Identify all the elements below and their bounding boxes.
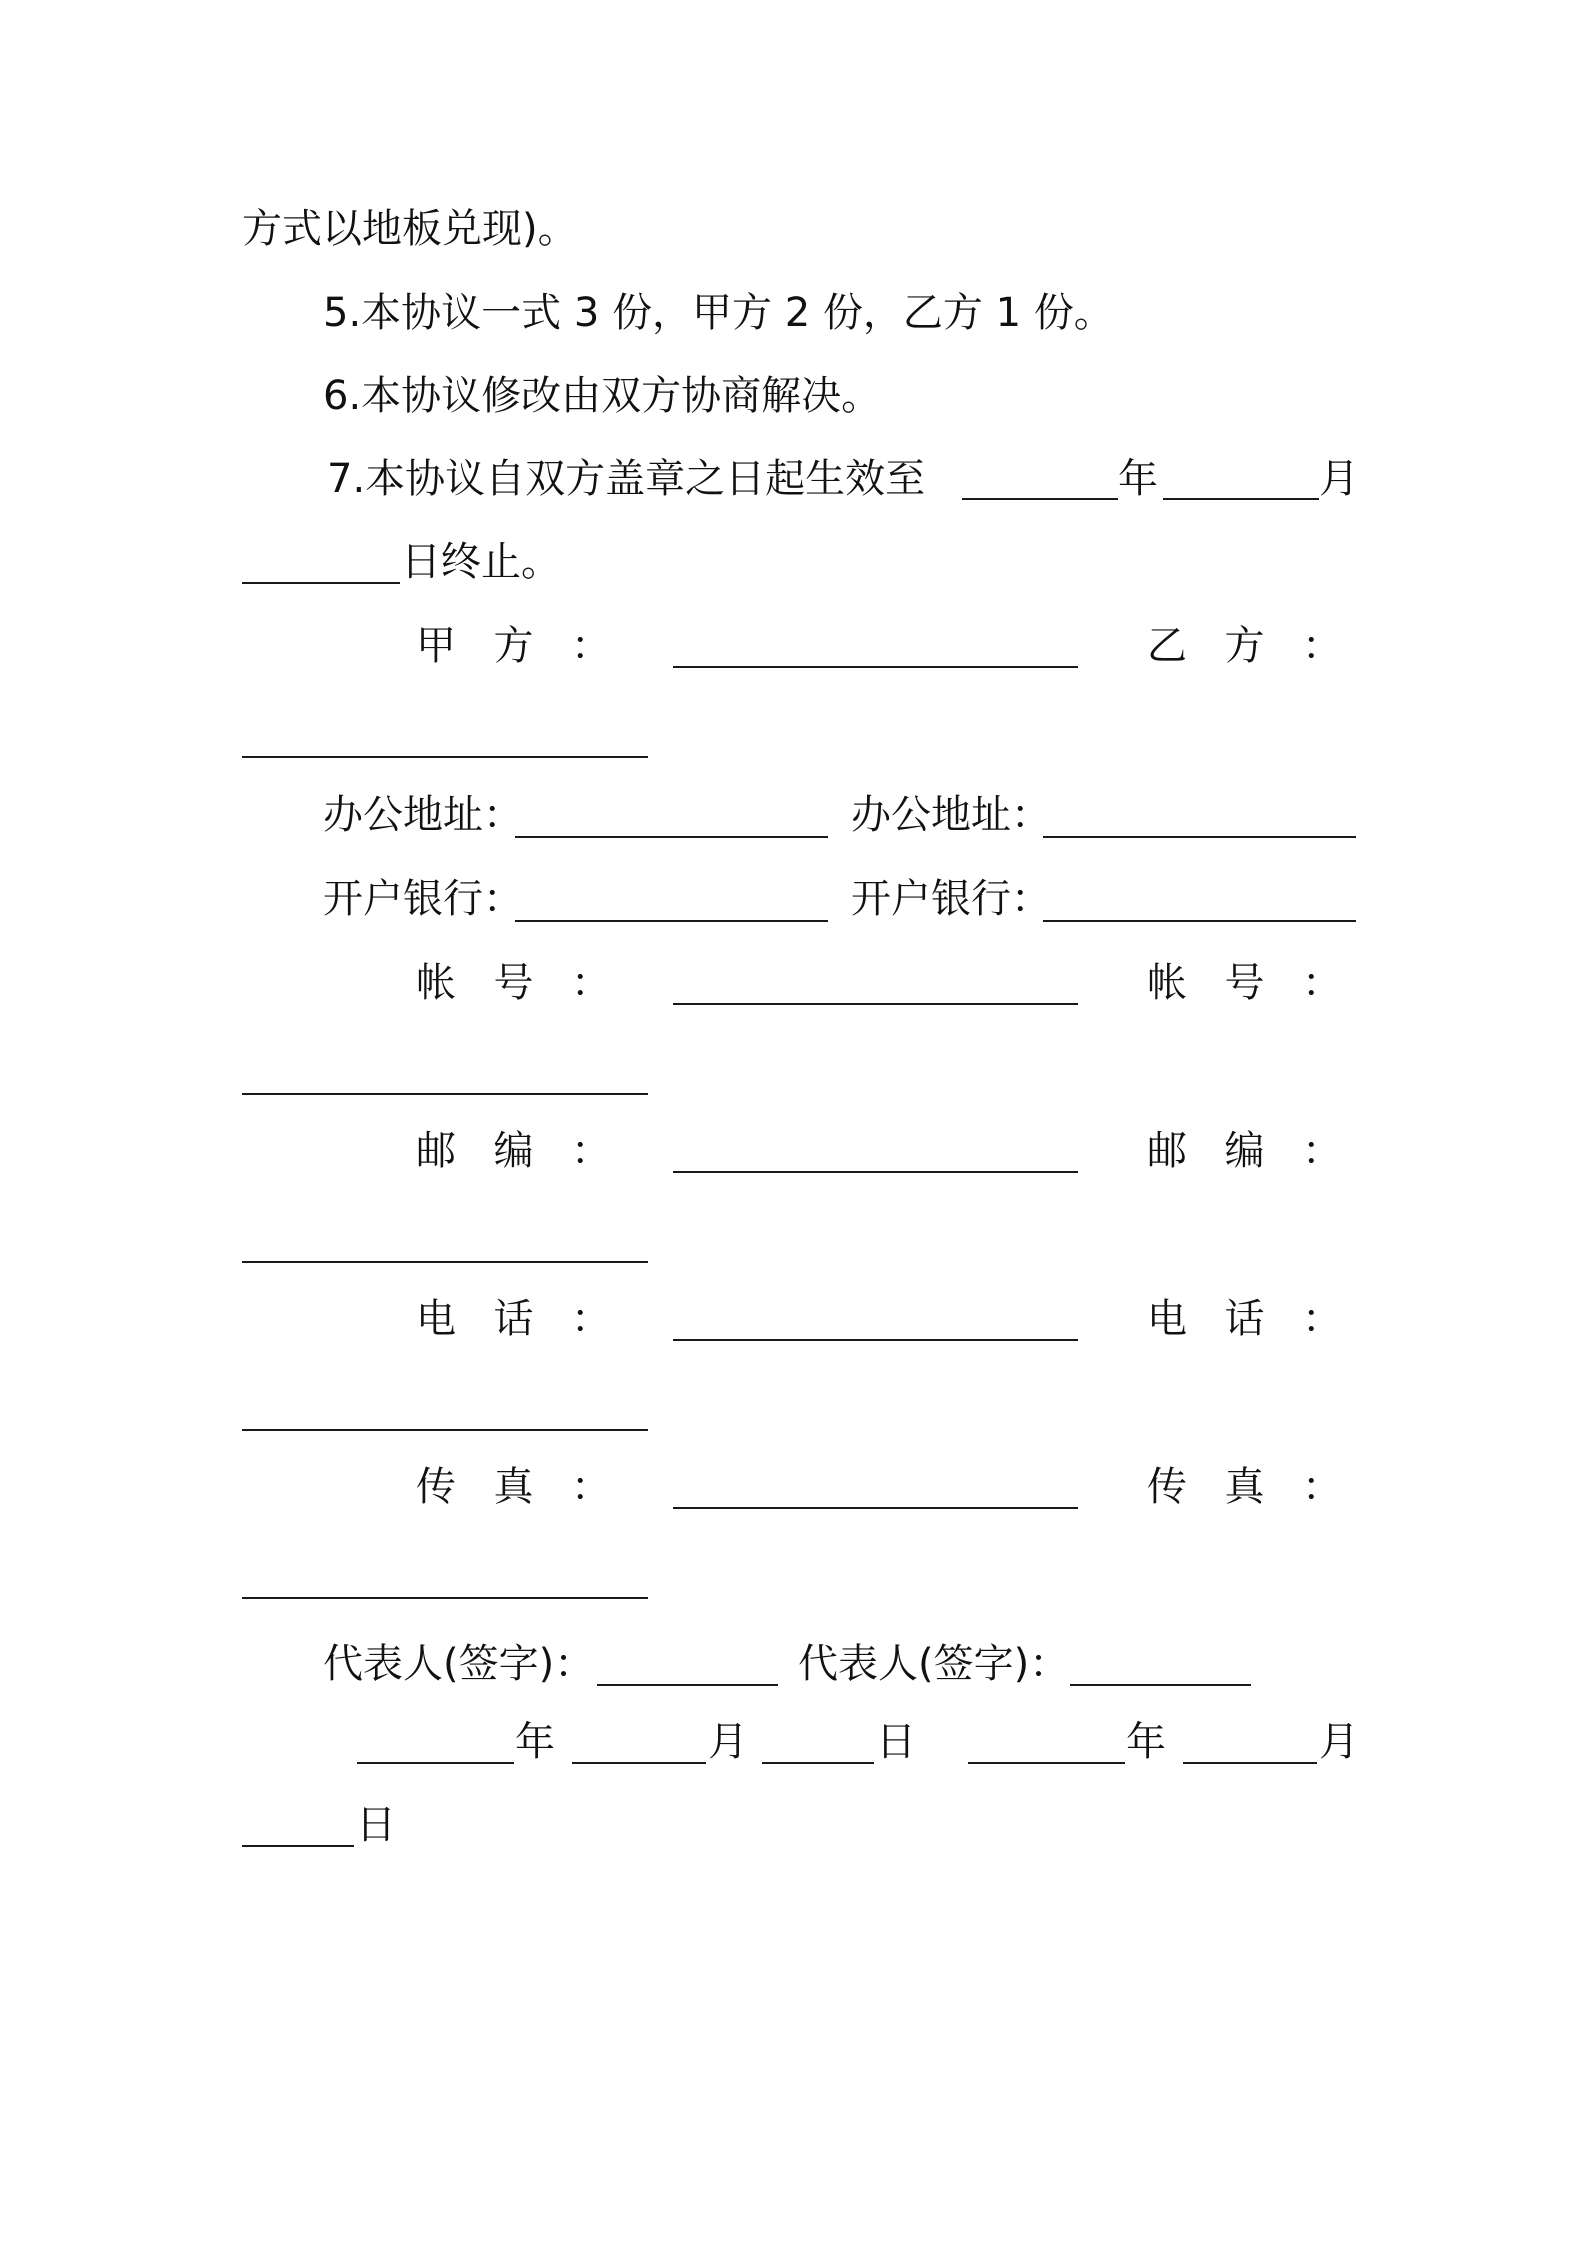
party-a-char-2: 方 — [493, 623, 534, 669]
party-a-year-label: 年 — [515, 1719, 555, 1765]
party-a-account-field[interactable] — [673, 1003, 1078, 1005]
party-b-phone-label — [1147, 1295, 1342, 1343]
party-a-fax-char-1: 传 — [416, 1464, 456, 1510]
party-b-signatory-field[interactable] — [1070, 1684, 1251, 1686]
party-b-label — [1147, 622, 1342, 670]
party-b-signatory-label: 代表人(签字)： — [798, 1641, 1070, 1687]
party-b-account-label — [1147, 959, 1342, 1007]
party-b-bank-field[interactable] — [1043, 920, 1356, 922]
party-b-account-char-2: 号 — [1224, 960, 1265, 1006]
party-a-office-address-field[interactable] — [515, 836, 828, 838]
party-a-day-blank[interactable] — [762, 1762, 874, 1764]
party-b-account-char-1: 帐 — [1147, 960, 1187, 1006]
party-b-fax-colon: ： — [1302, 1464, 1342, 1510]
party-a-fax-label — [416, 1463, 611, 1511]
party-a-phone-char-1: 电 — [416, 1296, 456, 1342]
party-b-phone-field[interactable] — [242, 1429, 648, 1431]
party-b-postcode-label — [1147, 1127, 1342, 1175]
party-b-day-label: 日 — [356, 1802, 396, 1848]
clause-5: 5.本协议一式 3 份，甲方 2 份，乙方 1 份。 — [323, 290, 1114, 336]
party-a-postcode-label — [416, 1127, 611, 1175]
party-a-office-address-label: 办公地址： — [323, 792, 523, 838]
party-a-account-char-1: 帐 — [416, 960, 456, 1006]
party-a-blank[interactable] — [673, 666, 1078, 668]
party-a-month-label: 月 — [708, 1719, 748, 1765]
party-a-signatory-field[interactable] — [597, 1684, 778, 1686]
party-b-fax-label — [1147, 1463, 1342, 1511]
party-a-char-1: 甲 — [416, 623, 456, 669]
party-a-phone-colon: ： — [571, 1296, 611, 1342]
party-a-phone-label — [416, 1295, 611, 1343]
party-b-bank-label: 开户银行： — [851, 876, 1051, 922]
party-a-account-char-2: 号 — [493, 960, 534, 1006]
party-b-postcode-char-2: 编 — [1224, 1128, 1265, 1174]
party-b-account-colon: ： — [1302, 960, 1342, 1006]
party-a-colon: ： — [571, 623, 611, 669]
party-a-year-blank[interactable] — [357, 1762, 514, 1764]
party-a-day-label: 日 — [876, 1719, 916, 1765]
party-a-phone-char-2: 话 — [493, 1296, 534, 1342]
clause-7-month-label: 月 — [1319, 456, 1359, 502]
party-b-fax-char-1: 传 — [1147, 1464, 1187, 1510]
party-a-month-blank[interactable] — [572, 1762, 706, 1764]
party-a-phone-field[interactable] — [673, 1339, 1078, 1341]
party-a-bank-field[interactable] — [515, 920, 828, 922]
party-b-month-blank[interactable] — [1183, 1762, 1317, 1764]
party-b-fax-field[interactable] — [242, 1597, 648, 1599]
party-b-office-address-label: 办公地址： — [851, 792, 1051, 838]
party-a-label — [416, 622, 611, 670]
party-a-account-colon: ： — [571, 960, 611, 1006]
clause-7-year-blank[interactable] — [962, 498, 1118, 500]
party-a-account-label — [416, 959, 611, 1007]
party-b-office-address-field[interactable] — [1043, 836, 1356, 838]
party-b-postcode-colon: ： — [1302, 1128, 1342, 1174]
party-b-colon: ： — [1302, 623, 1342, 669]
party-a-postcode-char-2: 编 — [493, 1128, 534, 1174]
party-a-fax-char-2: 真 — [493, 1464, 534, 1510]
party-b-postcode-char-1: 邮 — [1147, 1128, 1187, 1174]
party-b-char-2: 方 — [1224, 623, 1265, 669]
party-b-fax-char-2: 真 — [1224, 1464, 1265, 1510]
party-b-year-blank[interactable] — [968, 1762, 1125, 1764]
party-b-phone-colon: ： — [1302, 1296, 1342, 1342]
party-a-bank-label: 开户银行： — [323, 876, 523, 922]
clause-7-end-text: 日终止。 — [401, 539, 561, 585]
party-b-month-label: 月 — [1319, 1719, 1359, 1765]
party-a-postcode-colon: ： — [571, 1128, 611, 1174]
party-b-phone-char-1: 电 — [1147, 1296, 1187, 1342]
party-b-day-blank[interactable] — [242, 1845, 354, 1847]
party-b-blank[interactable] — [242, 756, 648, 758]
party-a-postcode-field[interactable] — [673, 1171, 1078, 1173]
party-b-year-label: 年 — [1126, 1719, 1166, 1765]
party-b-phone-char-2: 话 — [1224, 1296, 1265, 1342]
clause-7-day-blank[interactable] — [242, 582, 400, 584]
party-a-fax-field[interactable] — [673, 1507, 1078, 1509]
clause-6: 6.本协议修改由双方协商解决。 — [323, 373, 882, 419]
clause-7-year-label: 年 — [1118, 456, 1158, 502]
party-a-postcode-char-1: 邮 — [416, 1128, 456, 1174]
clause-4-continuation: 方式以地板兑现)。 — [242, 206, 578, 252]
clause-7-month-blank[interactable] — [1163, 498, 1319, 500]
clause-7-text: 7.本协议自双方盖章之日起生效至 — [327, 456, 926, 502]
party-a-fax-colon: ： — [571, 1464, 611, 1510]
party-a-signatory-label: 代表人(签字)： — [323, 1641, 595, 1687]
party-b-account-field[interactable] — [242, 1093, 648, 1095]
party-b-char-1: 乙 — [1147, 623, 1187, 669]
party-b-postcode-field[interactable] — [242, 1261, 648, 1263]
